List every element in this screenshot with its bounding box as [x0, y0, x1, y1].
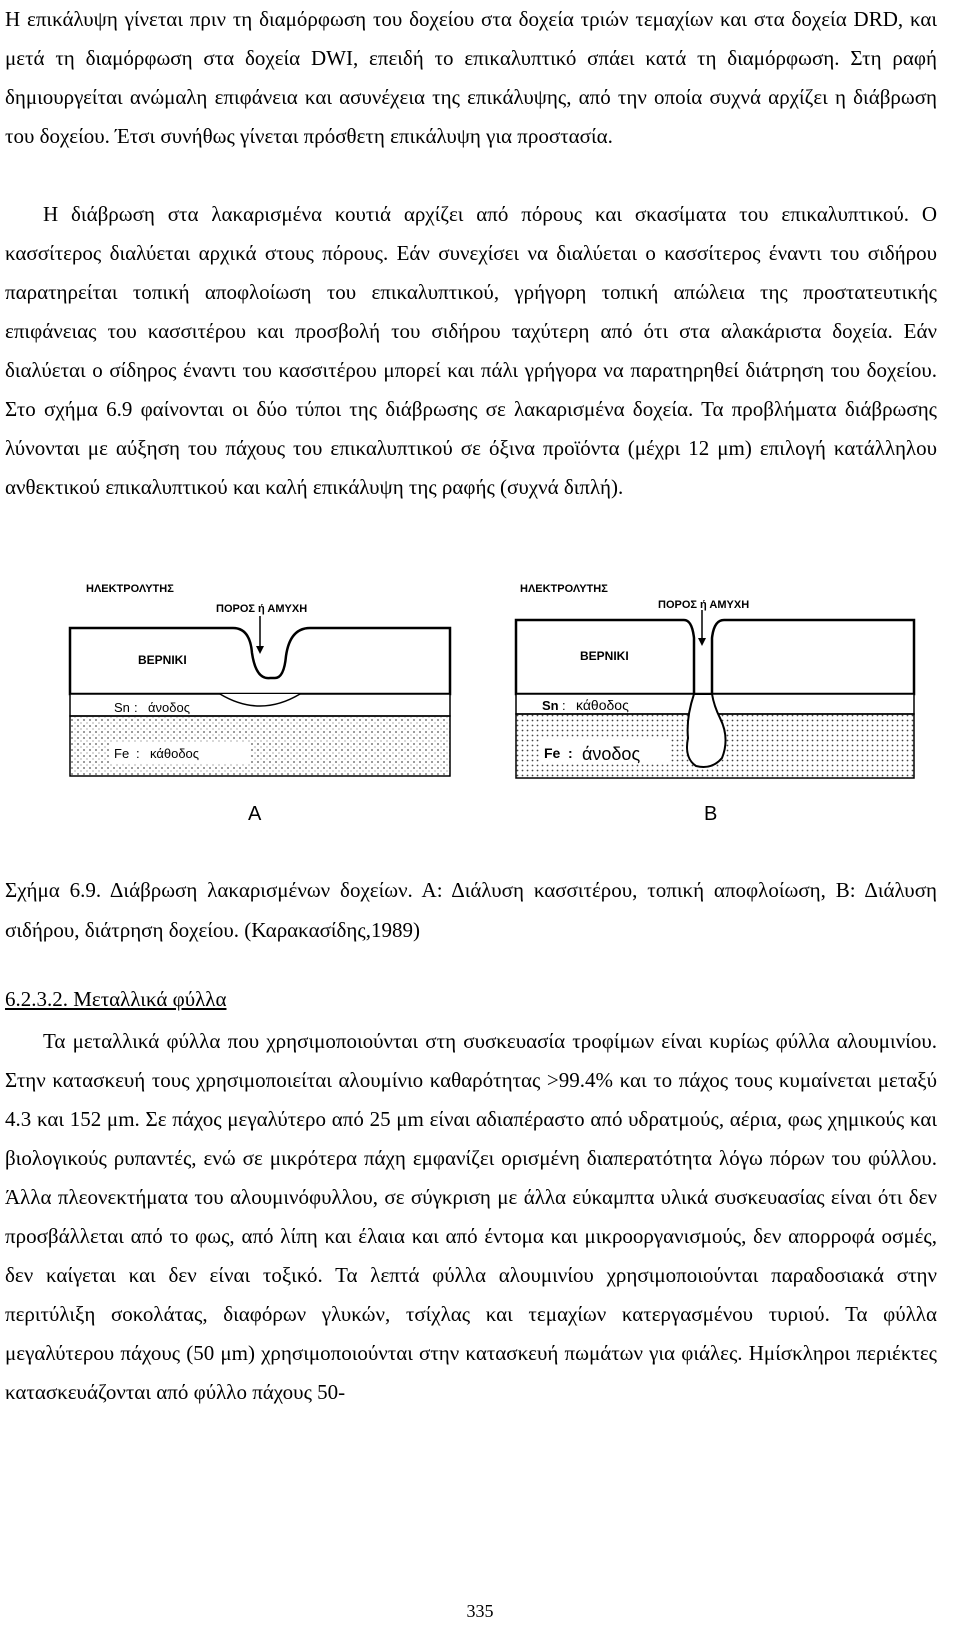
paragraph-metal-foils: Τα μεταλλικά φύλλα που χρησιμοποιούνται στη συσκευασία τροφίμων είναι κυρίως φύλλα αλουμινίου. Στην κατασκευή τους χρησιμοποιείται αλουμίνιο καθαρότητας >99.4% και το πάχος τους κυμαίνεται μεταξύ 4.3 και 152 μm. Σε πάχος μεγαλύτερο από 25 μm είναι αδιαπέραστο από υδρατμούς, αέρια, φως χημικούς και βιολογικούς ρυπαντές, ενώ σε μικρότερα πάχη εμφανίζει ορισμένη διαπερατότητα λόγω πόρων του φύλλου. Άλλα πλεονεκτήματα του αλουμινόφυλλου, σε σύγκριση με άλλα εύκαμπτα υλικά συσκευασίας είναι ότι δεν προσβάλλεται από το φως, από λίπη και έλαια και από έντομα και μικροοργανισμούς, δεν απορροφά οσμές, δεν καίγεται και δεν είναι τοξικό. Τα λεπτά φύλλα αλουμινίου χρησιμοποιούνται παραδοσιακά στην περιτύλιξη σοκολάτας, διαφόρων γλυκών, τσίχλας και τεμαχίων κατεργασμένου τυριού. Τα φύλλα μεγαλύτερου πάχους (50 μm) χρησιμοποιούνται στην κατασκευή πωμάτων για φιάλες. Ημίσκληροι περιέκτες κατασκευάζονται από φύλλο πάχους 50- — [5, 1029, 937, 1404]
tin-role-b: κάθοδος — [576, 697, 629, 713]
electrolyte-label-a: ΗΛΕΚΤΡΟΛΥΤΗΣ — [86, 583, 174, 595]
iron-label-a: Fe — [114, 746, 130, 761]
paragraph-corrosion: Η διάβρωση στα λακαρισμένα κουτιά αρχίζει από πόρους και σκασίματα του επικαλυπτικού. Ο κασσίτερος διαλύεται αρχικά στους πόρους. Εάν συνεχίσει να διαλύεται ο κασσίτερος έναντι του σιδήρου παρατηρείται τοπική αποφλοίωση του επικαλυπτικού, γρήγορη τοπική απώλεια της προστατευτικής επιφάνειας του κασσιτέρου και προσβολή του σιδήρου ταχύτερη από ότι στα αλακάριστα δοχεία. Εάν διαλύεται ο σίδηρος έναντι του κασσιτέρου μπορεί και πάλι γρήγορα να παρατηρηθεί διάτρηση του δοχείου. Στο σχήμα 6.9 φαίνονται οι δύο τύποι της διάβρωσης σε λακαρισμένα δοχεία. Τα προβλήματα διάβρωσης λύνονται με αύξηση του πάχους του επικαλυπτικού σε όξινα προϊόντα (μέχρι 12 μm) επιλογή κατάλληλου ανθεκτικού επικαλυπτικού και καλή επικάλυψη της ραφής (συχνά διπλή). — [5, 202, 937, 499]
page-number: 335 — [466, 1601, 494, 1621]
tin-label-a: Sn — [114, 700, 130, 715]
iron-colon-a: : — [136, 746, 140, 761]
lacquer-label-a: ΒΕΡΝΙΚΙ — [138, 653, 187, 667]
iron-role-a: κάθοδος — [150, 746, 200, 761]
pore-label-b: ΠΟΡΟΣ ή ΑΜΥΧΗ — [658, 599, 750, 611]
section-heading: 6.2.3.2. Μεταλλικά φύλλα — [5, 987, 227, 1011]
pore-label-a: ΠΟΡΟΣ ή ΑΜΥΧΗ — [216, 603, 308, 615]
tin-role-a: άνοδος — [148, 700, 190, 715]
paragraph-coating: Η επικάλυψη γίνεται πριν τη διαμόρφωση του δοχείου στα δοχεία τριών τεμαχίων και στα δοχεία DRD, και μετά τη διαμόρφωση στα δοχεία DWI, επειδή το επικαλυπτικό σπάει κατά τη διαμόρφωση. Στη ραφή δημιουργείται ανώμαλη επιφάνεια και ασυνέχεια της επικάλυψης, από την οποία συχνά αρχίζει η διάβρωση του δοχείου. Έτσι συνήθως γίνεται πρόσθετη επικάλυψη για προστασία. — [5, 7, 937, 148]
tin-colon-a: : — [134, 700, 138, 715]
tin-label-b: Sn — [542, 698, 559, 713]
electrolyte-label-b: ΗΛΕΚΤΡΟΛΥΤΗΣ — [520, 583, 608, 595]
lacquer-layer-b — [516, 620, 914, 694]
tin-colon-b: : — [562, 698, 566, 713]
arrow-head-icon — [256, 646, 264, 654]
iron-colon-b: : — [568, 745, 573, 761]
figure-panel-b — [516, 583, 914, 825]
lacquer-label-b: ΒΕΡΝΙΚΙ — [580, 649, 629, 663]
figure-panel-a — [70, 583, 450, 825]
iron-role-b: άνοδος — [582, 744, 641, 764]
panel-letter-a: A — [248, 803, 262, 825]
figure-caption: Σχήμα 6.9. Διάβρωση λακαρισμένων δοχείων. Α: Διάλυση κασσιτέρου, τοπική αποφλοίωση, Β: Διάλυση σιδήρου, διάτρηση δοχείου. (Καρακασίδης,1989) — [5, 878, 937, 942]
panel-letter-b: B — [704, 803, 718, 825]
corrosion-figure — [70, 583, 930, 856]
arrow-head-icon — [698, 638, 706, 646]
iron-label-b: Fe — [544, 745, 561, 761]
